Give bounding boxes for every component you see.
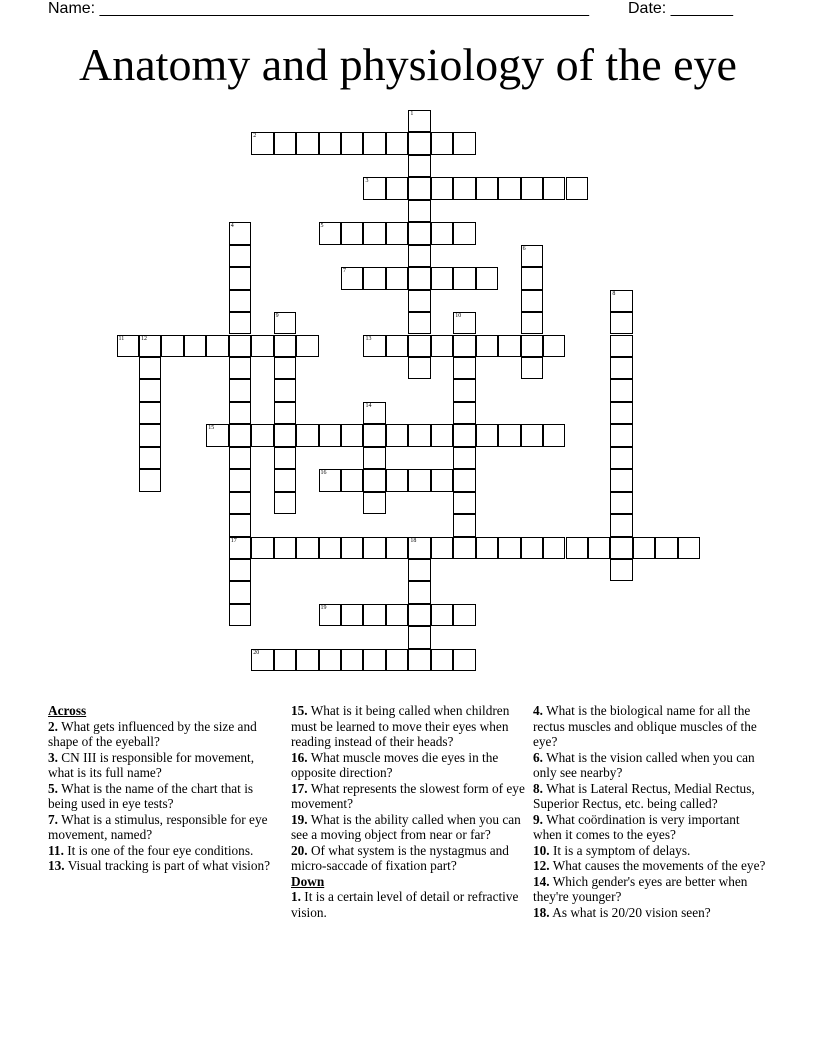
clue-number: 8	[612, 290, 616, 297]
grid-cell[interactable]	[408, 222, 430, 244]
grid-cell[interactable]	[431, 132, 453, 154]
grid-cell[interactable]	[117, 335, 139, 357]
grid-cell[interactable]	[386, 537, 408, 559]
grid-cell[interactable]	[386, 649, 408, 671]
grid-cell[interactable]	[229, 581, 251, 603]
grid-cell[interactable]	[319, 469, 341, 491]
grid-cell[interactable]	[274, 357, 296, 379]
grid-cell[interactable]	[408, 649, 430, 671]
grid-cell[interactable]	[296, 335, 318, 357]
grid-cell[interactable]	[251, 537, 273, 559]
clue-number: 5	[320, 223, 324, 230]
grid-cell[interactable]	[453, 537, 475, 559]
clue-number: 11.	[48, 842, 64, 858]
grid-cell[interactable]	[229, 469, 251, 491]
grid-cell[interactable]	[229, 447, 251, 469]
grid-cell[interactable]	[431, 604, 453, 626]
grid-cell[interactable]	[229, 402, 251, 424]
grid-cell[interactable]	[229, 222, 251, 244]
clue-text: Of what system is the nystagmus and micro-saccade of fixation part?	[291, 842, 509, 873]
grid-cell[interactable]	[206, 335, 228, 357]
grid-cell[interactable]	[206, 424, 228, 446]
grid-cell[interactable]	[229, 514, 251, 536]
grid-cell[interactable]	[408, 626, 430, 648]
grid-cell[interactable]	[521, 335, 543, 357]
grid-cell[interactable]	[229, 604, 251, 626]
grid-cell[interactable]	[610, 447, 632, 469]
grid-cell[interactable]	[431, 177, 453, 199]
grid-cell[interactable]	[251, 335, 273, 357]
across-clue	[48, 750, 273, 781]
grid-cell[interactable]	[431, 469, 453, 491]
grid-cell[interactable]	[408, 155, 430, 177]
down-clue	[533, 858, 769, 874]
grid-cell[interactable]	[274, 402, 296, 424]
grid-cell[interactable]	[521, 177, 543, 199]
clue-number: 13	[365, 335, 372, 342]
grid-cell[interactable]	[139, 424, 161, 446]
clue-number: 15.	[291, 703, 308, 718]
grid-cell[interactable]	[453, 514, 475, 536]
clue-text: What is it being called when children must be learned to move their eyes when reading instead of their heads?	[291, 703, 510, 749]
clue-number: 2	[253, 133, 257, 140]
grid-cell[interactable]	[431, 424, 453, 446]
grid-cell[interactable]	[341, 424, 363, 446]
down-heading: Down	[291, 873, 325, 889]
grid-cell[interactable]	[610, 379, 632, 401]
clue-number: 13.	[48, 858, 65, 873]
clue-number: 3	[365, 178, 369, 185]
grid-cell[interactable]	[274, 424, 296, 446]
grid-cell[interactable]	[229, 357, 251, 379]
grid-cell[interactable]	[296, 649, 318, 671]
grid-cell[interactable]	[139, 357, 161, 379]
grid-cell[interactable]	[431, 267, 453, 289]
grid-cell[interactable]	[408, 335, 430, 357]
across-clue	[291, 843, 527, 874]
grid-cell[interactable]	[363, 402, 385, 424]
grid-cell[interactable]	[363, 267, 385, 289]
grid-cell[interactable]	[408, 245, 430, 267]
grid-cell[interactable]	[543, 335, 565, 357]
grid-cell[interactable]	[678, 537, 700, 559]
grid-cell[interactable]	[341, 222, 363, 244]
page-title: Anatomy and physiology of the eye	[79, 39, 737, 90]
grid-cell[interactable]	[319, 649, 341, 671]
grid-cell[interactable]	[139, 379, 161, 401]
grid-cell[interactable]	[341, 604, 363, 626]
grid-cell[interactable]	[408, 537, 430, 559]
clue-text: What is the name of the chart that is being used in eye tests?	[48, 780, 254, 811]
grid-cell[interactable]	[476, 335, 498, 357]
grid-cell[interactable]	[229, 335, 251, 357]
grid-cell[interactable]	[408, 110, 430, 132]
grid-cell[interactable]	[521, 537, 543, 559]
grid-cell[interactable]	[408, 132, 430, 154]
clue-text: What is the biological name for all the rectus muscles and oblique muscles of the eye?	[533, 703, 757, 749]
grid-cell[interactable]	[521, 245, 543, 267]
across-clue	[291, 750, 527, 781]
clues-column-3	[533, 703, 769, 920]
clue-number: 10	[455, 313, 462, 320]
clue-number: 6	[522, 245, 526, 252]
grid-cell[interactable]	[296, 424, 318, 446]
grid-cell[interactable]	[521, 357, 543, 379]
clue-text: What represents the slowest form of eye movement?	[291, 780, 525, 811]
grid-cell[interactable]	[543, 424, 565, 446]
grid-cell[interactable]	[408, 559, 430, 581]
clue-number: 7.	[48, 811, 58, 827]
grid-cell[interactable]	[274, 469, 296, 491]
grid-cell[interactable]	[229, 379, 251, 401]
grid-cell[interactable]	[363, 335, 385, 357]
clue-text: What is a stimulus, responsible for eye movement, named?	[48, 811, 268, 842]
clue-number: 11	[118, 335, 125, 342]
grid-cell[interactable]	[453, 312, 475, 334]
down-clue	[533, 905, 769, 921]
grid-cell[interactable]	[453, 469, 475, 491]
grid-cell[interactable]	[610, 402, 632, 424]
grid-cell[interactable]	[296, 537, 318, 559]
clue-number: 1.	[291, 889, 301, 904]
grid-cell[interactable]	[431, 649, 453, 671]
grid-cell[interactable]	[229, 312, 251, 334]
grid-cell[interactable]	[229, 492, 251, 514]
grid-cell[interactable]	[229, 424, 251, 446]
grid-cell[interactable]	[341, 649, 363, 671]
grid-cell[interactable]	[453, 649, 475, 671]
clue-number: 20	[253, 649, 260, 656]
grid-cell[interactable]	[319, 604, 341, 626]
grid-cell[interactable]	[139, 402, 161, 424]
clue-number: 4.	[533, 703, 543, 718]
grid-cell[interactable]	[251, 132, 273, 154]
grid-cell[interactable]	[386, 424, 408, 446]
grid-cell[interactable]	[408, 177, 430, 199]
grid-cell[interactable]	[319, 424, 341, 446]
grid-cell[interactable]	[184, 335, 206, 357]
grid-cell[interactable]	[386, 222, 408, 244]
grid-cell[interactable]	[610, 424, 632, 446]
grid-cell[interactable]	[610, 469, 632, 491]
grid-cell[interactable]	[363, 447, 385, 469]
clue-text: What coördination is very important when it comes to the eyes?	[533, 811, 740, 842]
grid-cell[interactable]	[229, 245, 251, 267]
grid-cell[interactable]	[408, 290, 430, 312]
clues-column-1	[48, 703, 273, 874]
clue-number: 4	[230, 223, 234, 230]
grid-cell[interactable]	[610, 514, 632, 536]
grid-cell[interactable]	[363, 132, 385, 154]
grid-cell[interactable]	[274, 379, 296, 401]
grid-cell[interactable]	[251, 424, 273, 446]
clue-number: 15	[208, 425, 215, 432]
clue-number: 17.	[291, 780, 308, 796]
across-clue	[291, 703, 527, 750]
grid-cell[interactable]	[453, 604, 475, 626]
grid-cell[interactable]	[521, 290, 543, 312]
grid-cell[interactable]	[453, 132, 475, 154]
clue-number: 17	[230, 537, 237, 544]
date-field-label: Date: _______	[628, 0, 733, 17]
clue-text: What is the ability called when you can see a moving object from near or far?	[291, 811, 521, 842]
grid-cell[interactable]	[408, 604, 430, 626]
grid-cell[interactable]	[476, 267, 498, 289]
clue-text: Which gender's eyes are better when they're younger?	[533, 873, 748, 904]
grid-cell[interactable]	[610, 537, 632, 559]
grid-cell[interactable]	[453, 267, 475, 289]
grid-cell[interactable]	[274, 132, 296, 154]
grid-cell[interactable]	[341, 537, 363, 559]
grid-cell[interactable]	[139, 335, 161, 357]
down-clue	[533, 874, 769, 905]
grid-cell[interactable]	[363, 492, 385, 514]
grid-cell[interactable]	[274, 537, 296, 559]
grid-cell[interactable]	[363, 649, 385, 671]
clue-number: 7	[343, 268, 346, 275]
grid-cell[interactable]	[610, 357, 632, 379]
grid-cell[interactable]	[588, 537, 610, 559]
grid-cell[interactable]	[341, 469, 363, 491]
down-clue	[533, 812, 769, 843]
grid-cell[interactable]	[386, 604, 408, 626]
grid-cell[interactable]	[319, 537, 341, 559]
clues-column-2	[291, 703, 527, 920]
down-clue	[533, 750, 769, 781]
grid-cell[interactable]	[363, 604, 385, 626]
clue-text: As what is 20/20 vision seen?	[549, 904, 711, 920]
grid-cell[interactable]	[521, 312, 543, 334]
down-clue	[533, 703, 769, 750]
grid-cell[interactable]	[363, 222, 385, 244]
grid-cell[interactable]	[633, 537, 655, 559]
grid-cell[interactable]	[161, 335, 183, 357]
grid-cell[interactable]	[139, 447, 161, 469]
grid-cell[interactable]	[386, 267, 408, 289]
grid-cell[interactable]	[408, 267, 430, 289]
grid-cell[interactable]	[453, 335, 475, 357]
grid-cell[interactable]	[229, 537, 251, 559]
clue-number: 5.	[48, 780, 58, 796]
grid-cell[interactable]	[453, 447, 475, 469]
grid-cell[interactable]	[431, 222, 453, 244]
clue-number: 3.	[48, 749, 58, 765]
clue-number: 10.	[533, 842, 550, 858]
grid-cell[interactable]	[453, 402, 475, 424]
grid-cell[interactable]	[363, 424, 385, 446]
clue-number: 19.	[291, 811, 308, 827]
grid-cell[interactable]	[229, 559, 251, 581]
clue-text: What is Lateral Rectus, Medial Rectus, Superior Rectus, etc. being called?	[533, 780, 755, 811]
grid-cell[interactable]	[453, 357, 475, 379]
clue-number: 18	[410, 537, 417, 544]
clue-text: It is a symptom of delays.	[549, 842, 691, 858]
grid-cell[interactable]	[476, 177, 498, 199]
grid-cell[interactable]	[408, 357, 430, 379]
clue-number: 19	[320, 604, 327, 611]
grid-cell[interactable]	[408, 312, 430, 334]
grid-cell[interactable]	[386, 335, 408, 357]
grid-cell[interactable]	[341, 132, 363, 154]
clue-number: 20.	[291, 842, 308, 858]
clue-text: Visual tracking is part of what vision?	[64, 858, 271, 873]
clue-number: 18.	[533, 904, 550, 920]
grid-cell[interactable]	[274, 447, 296, 469]
grid-cell[interactable]	[610, 559, 632, 581]
clue-number: 16	[320, 470, 327, 477]
clue-text: What muscle moves die eyes in the opposite direction?	[291, 749, 499, 780]
grid-cell[interactable]	[476, 537, 498, 559]
grid-cell[interactable]	[363, 177, 385, 199]
grid-cell[interactable]	[543, 537, 565, 559]
grid-cell[interactable]	[139, 469, 161, 491]
grid-cell[interactable]	[498, 424, 520, 446]
clue-number: 6.	[533, 749, 543, 765]
grid-cell[interactable]	[453, 492, 475, 514]
grid-cell[interactable]	[476, 424, 498, 446]
grid-cell[interactable]	[453, 177, 475, 199]
grid-cell[interactable]	[498, 335, 520, 357]
grid-cell[interactable]	[521, 424, 543, 446]
across-heading: Across	[48, 703, 87, 718]
grid-cell[interactable]	[296, 132, 318, 154]
across-clue	[291, 781, 527, 812]
grid-cell[interactable]	[566, 537, 588, 559]
grid-cell[interactable]	[319, 222, 341, 244]
clue-text: What causes the movements of the eye?	[549, 858, 766, 873]
grid-cell[interactable]	[521, 267, 543, 289]
grid-cell[interactable]	[453, 379, 475, 401]
grid-cell[interactable]	[543, 177, 565, 199]
name-field-label: Name: _______________________________________________________	[48, 0, 589, 17]
grid-cell[interactable]	[610, 312, 632, 334]
grid-cell[interactable]	[610, 290, 632, 312]
clue-number: 9	[275, 313, 279, 320]
grid-cell[interactable]	[229, 290, 251, 312]
clue-number: 14	[365, 402, 372, 409]
clue-text: What is the vision called when you can only see nearby?	[533, 749, 755, 780]
grid-cell[interactable]	[274, 335, 296, 357]
clue-number: 12.	[533, 858, 550, 873]
grid-cell[interactable]	[319, 132, 341, 154]
grid-cell[interactable]	[274, 492, 296, 514]
clue-text: CN III is responsible for movement, what is its full name?	[48, 749, 255, 780]
grid-cell[interactable]	[453, 424, 475, 446]
clue-number: 16.	[291, 749, 308, 765]
clue-number: 2.	[48, 718, 58, 734]
grid-cell[interactable]	[274, 649, 296, 671]
grid-cell[interactable]	[610, 492, 632, 514]
grid-cell[interactable]	[386, 469, 408, 491]
grid-cell[interactable]	[386, 177, 408, 199]
grid-cell[interactable]	[363, 537, 385, 559]
grid-cell[interactable]	[386, 132, 408, 154]
across-clue	[48, 719, 273, 750]
clue-number: 14.	[533, 873, 550, 889]
clue-number: 1	[410, 111, 414, 117]
grid-cell[interactable]	[566, 177, 588, 199]
clue-text: It is a certain level of detail or refractive vision.	[291, 889, 519, 920]
grid-cell[interactable]	[453, 222, 475, 244]
clue-number: 9.	[533, 811, 543, 827]
grid-cell[interactable]	[431, 335, 453, 357]
across-clue	[48, 781, 273, 812]
grid-cell[interactable]	[431, 537, 453, 559]
grid-cell[interactable]	[408, 469, 430, 491]
grid-cell[interactable]	[229, 267, 251, 289]
grid-cell[interactable]	[498, 177, 520, 199]
grid-cell[interactable]	[408, 424, 430, 446]
grid-cell[interactable]	[408, 581, 430, 603]
down-clue	[533, 843, 769, 859]
grid-cell[interactable]	[341, 267, 363, 289]
grid-cell[interactable]	[363, 469, 385, 491]
grid-cell[interactable]	[610, 335, 632, 357]
clue-text: What gets influenced by the size and shape of the eyeball?	[48, 718, 257, 749]
grid-cell[interactable]	[408, 200, 430, 222]
across-clue	[291, 812, 527, 843]
across-clue	[48, 812, 273, 843]
grid-cell[interactable]	[274, 312, 296, 334]
clue-number: 8.	[533, 780, 543, 796]
down-clue	[533, 781, 769, 812]
down-clue	[291, 889, 527, 920]
clue-text: It is one of the four eye conditions.	[63, 842, 254, 858]
grid-cell[interactable]	[655, 537, 677, 559]
grid-cell[interactable]	[251, 649, 273, 671]
across-clue	[48, 858, 273, 874]
across-clue	[48, 843, 273, 859]
clue-number: 12	[140, 335, 147, 342]
grid-cell[interactable]	[498, 537, 520, 559]
